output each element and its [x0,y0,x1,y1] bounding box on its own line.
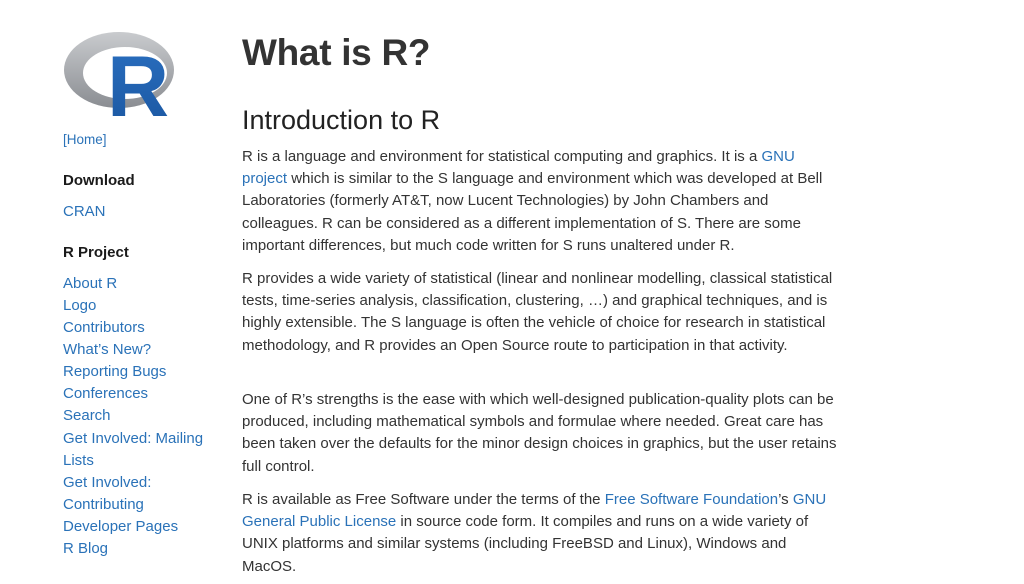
sidebar-link-get-involved-contributing[interactable]: Get Involved: [63,474,152,491]
r-logo-letter: R [107,39,170,120]
gnu-project-link[interactable]: GNU project [242,148,795,188]
sidebar-link-developer-pages[interactable]: Developer Pages [63,518,179,535]
paragraph-intro: R is a language and environment for statistical computing and graphics. It is a GNU project which is similar to the S language and environment which was developed at Bell Laboratories (formerly AT&T, now Lucent Technologies) by John Chambers and colleagues. R can be considered as a different implementation of S. There are some important differences, but much code written for S runs unaltered under R. [242,148,823,254]
r-project-heading: R Project [63,244,129,261]
sidebar-link-reporting-bugs[interactable]: Reporting Bugs [63,363,167,380]
home-link[interactable]: [Home] [63,132,107,147]
sidebar-link-about-r[interactable]: About R [63,275,118,292]
sidebar-link-contributors[interactable]: Contributors [63,319,145,336]
paragraph-graphics: One of R’s strengths is the ease with which well-designed publication-quality plots can be produced, including mathematical symbols and formulae where needed. Great care has been taken over the defaults for the minor design choices in graphics, but the user retains full control. [242,391,837,475]
download-heading: Download [63,172,135,189]
sidebar-link-contributing[interactable]: Contributing [63,496,144,513]
sidebar-link-whats-new[interactable]: What’s New? [63,341,152,358]
sidebar-link-get-involved-mailing[interactable]: Get Involved: Mailing [63,430,204,447]
sidebar-link-conferences[interactable]: Conferences [63,385,149,402]
section-title: Introduction to R [242,105,441,135]
sidebar-link-search[interactable]: Search [63,407,111,424]
sidebar-link-logo[interactable]: Logo [63,297,97,314]
paragraph-license: R is available as Free Software under the terms of the Free Software Foundation’s GNU General Public License in source code form. It compiles and runs on a wide variety of UNIX platforms and similar systems (including FreeBSD and Linux), Windows and MacOS. [242,491,827,575]
page-title: What is R? [242,32,431,73]
r-logo[interactable] [63,30,175,120]
sidebar-link-get-involved-mailing-lists[interactable]: Lists [63,452,94,469]
gnu-gpl-link[interactable]: GNU General Public License [242,491,827,531]
paragraph-features: R provides a wide variety of statistical (linear and nonlinear modelling, classical statistical tests, time-series analysis, classification, clustering, …) and graphical techniques, and is highly extensible. The S language is often the vehicle of choice for research in statistical methodology, and R provides an Open Source route to participation in that activity. [242,270,833,354]
sidebar-link-cran[interactable]: CRAN [63,203,106,220]
free-software-foundation-link[interactable]: Free Software Foundation [604,491,779,508]
sidebar-link-r-blog[interactable]: R Blog [63,540,109,557]
